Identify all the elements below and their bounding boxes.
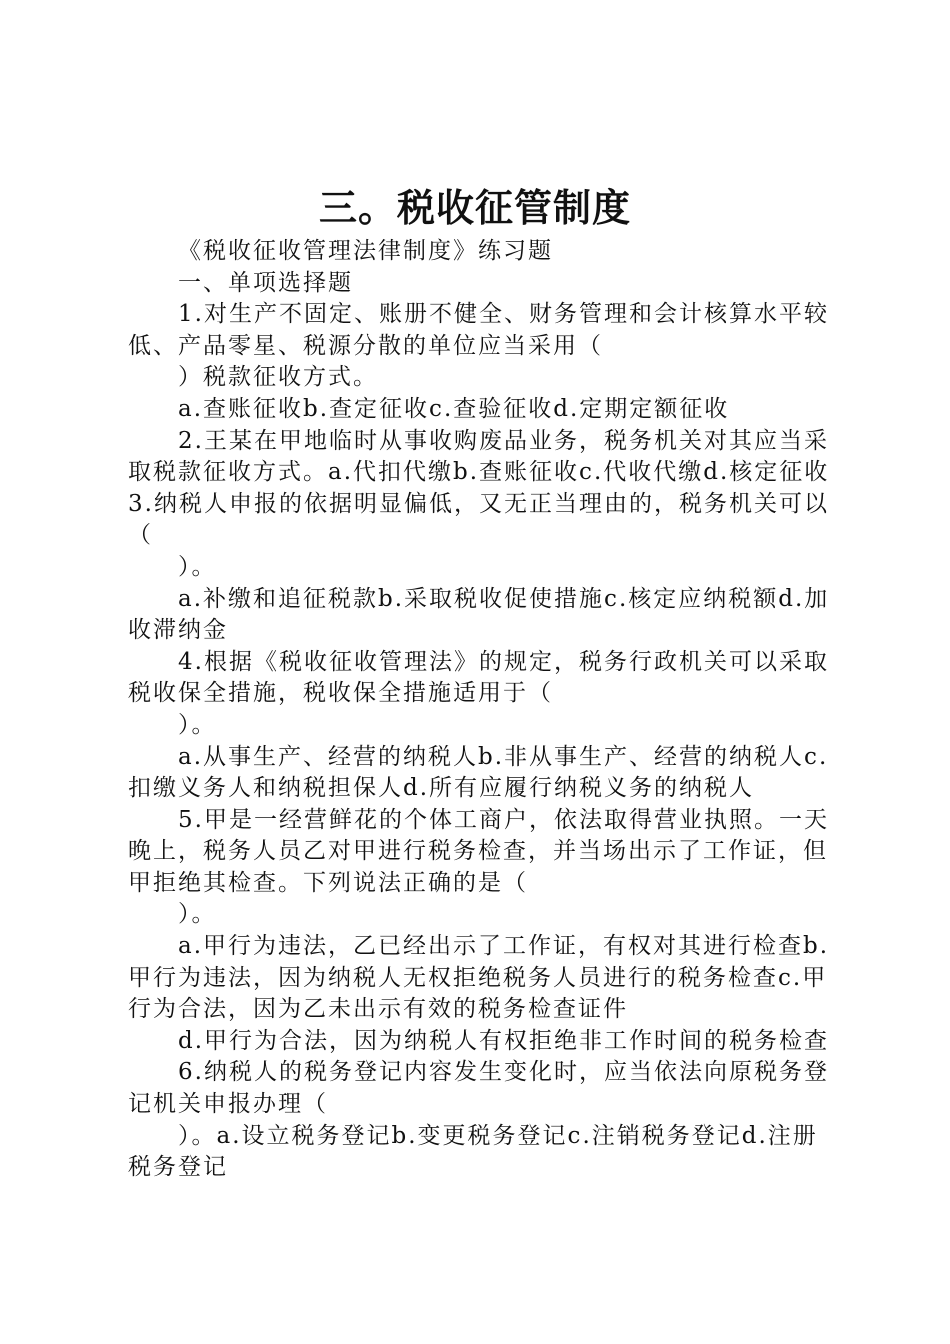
question-4-text: 4.根据《税收征收管理法》的规定，税务行政机关可以采取税收保全措施，税收保全措施适用于（ (128, 648, 829, 707)
question-5-continuation: ）。 (178, 901, 217, 928)
question-4-continuation: ）。 (178, 711, 217, 738)
paragraph-exercise-heading: 《税收征收管理法律制度》练习题 (178, 238, 553, 264)
question-6-options: ）。a.设立税务登记b.变更税务登记c.注销税务登记d.注册税务登记 (128, 1122, 818, 1181)
question-5-text: 5.甲是一经营鲜花的个体工商户，依法取得营业执照。一天晚上，税务人员乙对甲进行税务检查，并当场出示了工作证，但甲拒绝其检查。下列说法正确的是（ (128, 806, 829, 896)
document-body (128, 236, 838, 1184)
question-1-text: 1.对生产不固定、账册不健全、财务管理和会计核算水平较低、产品零星、税源分散的单位应当采用（ (128, 301, 829, 359)
question-2-3-text: 2.王某在甲地临时从事收购废品业务，税务机关对其应当采取税款征收方式。a.代扣代缴b.查账征收c.代收代缴d.核定征收3.纳税人申报的依据明显偏低，又无正当理由的，税务机关可以（ (128, 427, 830, 549)
document-title: 三。税收征管制度 (318, 186, 631, 230)
question-1-continuation: ）税款征收方式。 (178, 364, 378, 391)
question-3-options: a.补缴和追征税款b.采取税收促使措施c.核定应纳税额d.加收滞纳金 (128, 585, 830, 644)
question-1-options: a.查账征收b.查定征收c.查验征收d.定期定额征收 (178, 395, 730, 422)
question-6-text: 6.纳税人的税务登记内容发生变化时，应当依法向原税务登记机关申报办理（ (128, 1059, 829, 1118)
question-3-continuation: ）。 (178, 553, 217, 580)
paragraph-section-heading: 一、单项选择题 (178, 269, 353, 296)
question-5-options-abc: a.甲行为违法，乙已经出示了工作证，有权对其进行检查b.甲行为违法，因为纳税人无权拒绝税务人员进行的税务检查c.甲行为合法，因为乙未出示有效的税务检查证件 (128, 933, 830, 1023)
question-5-option-d: d.甲行为合法，因为纳税人有权拒绝非工作时间的税务检查 (178, 1027, 830, 1054)
question-4-options: a.从事生产、经营的纳税人b.非从事生产、经营的纳税人c.扣缴义务人和纳税担保人d.所有应履行纳税义务的纳税人 (128, 743, 829, 802)
